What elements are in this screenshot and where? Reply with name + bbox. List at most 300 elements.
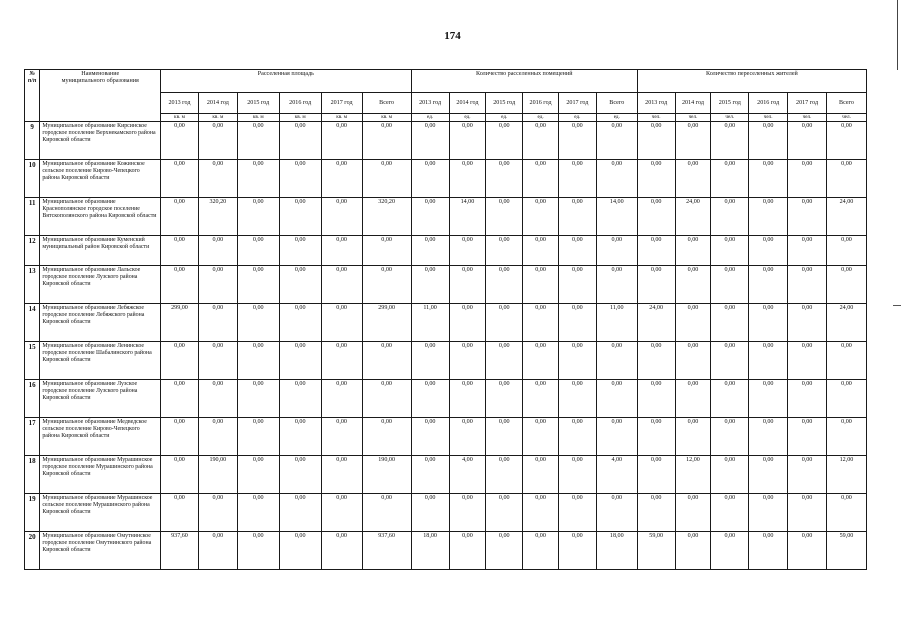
cell-rooms-4: 0,00 [558,122,596,160]
cell-area-2: 0,00 [237,418,279,456]
cell-rooms-4: 0,00 [558,494,596,532]
cell-rooms-5: 11,00 [596,304,637,342]
table-row [25,122,867,160]
page-number: 174 [444,30,461,42]
cell-people-4: 0,00 [788,198,827,236]
cell-people-0: 59,00 [637,532,675,570]
table-row [25,160,867,198]
row-number: 19 [25,494,40,532]
cell-area-4: 0,00 [321,418,362,456]
cell-rooms-4: 0,00 [558,304,596,342]
municipality-name: Муниципальное образование Мурашинское сельское поселение Мурашинского района Кировской области [40,494,161,532]
cell-people-0: 0,00 [637,456,675,494]
cell-area-3: 0,00 [279,494,321,532]
table-body [25,122,867,570]
header-unit-area-3: кв. м [279,114,321,122]
cell-area-2: 0,00 [237,122,279,160]
cell-people-2: 0,00 [711,342,749,380]
cell-area-4: 0,00 [321,532,362,570]
cell-area-5: 0,00 [362,342,411,380]
cell-people-5: 24,00 [826,198,866,236]
cell-rooms-1: 0,00 [449,342,486,380]
cell-people-2: 0,00 [711,494,749,532]
header-num [25,70,40,122]
header-year-people-1: 2014 год [675,93,711,114]
cell-rooms-4: 0,00 [558,198,596,236]
header-year-area-0: 2013 год [161,93,199,114]
cell-area-2: 0,00 [237,266,279,304]
row-number: 20 [25,532,40,570]
cell-rooms-0: 0,00 [411,236,449,266]
table-row [25,198,867,236]
cell-area-5: 0,00 [362,494,411,532]
cell-rooms-2: 0,00 [486,236,523,266]
cell-rooms-3: 0,00 [523,160,559,198]
cell-area-4: 0,00 [321,160,362,198]
resettlement-table [24,69,867,570]
cell-people-1: 0,00 [675,236,711,266]
cell-area-2: 0,00 [237,494,279,532]
cell-people-1: 0,00 [675,418,711,456]
cell-area-1: 0,00 [198,380,237,418]
cell-area-0: 0,00 [161,456,199,494]
cell-people-2: 0,00 [711,266,749,304]
cell-people-0: 0,00 [637,198,675,236]
cell-people-2: 0,00 [711,418,749,456]
cell-area-4: 0,00 [321,494,362,532]
table-row [25,456,867,494]
cell-people-0: 0,00 [637,418,675,456]
cell-area-2: 0,00 [237,160,279,198]
header-unit-rooms-3: ед. [523,114,559,122]
cell-area-1: 0,00 [198,122,237,160]
cell-people-4: 0,00 [788,160,827,198]
header-unit-area-5: кв. м [362,114,411,122]
header-year-people-4: 2017 год [788,93,827,114]
header-year-people-5: Всего [826,93,866,114]
cell-rooms-1: 0,00 [449,304,486,342]
municipality-name: Муниципальное образование Лальское городское поселение Лузского района Кировской области [40,266,161,304]
cell-area-5: 937,60 [362,532,411,570]
cell-area-0: 937,60 [161,532,199,570]
cell-rooms-2: 0,00 [486,494,523,532]
header-year-rooms-2: 2015 год [486,93,523,114]
cell-rooms-5: 14,00 [596,198,637,236]
cell-rooms-1: 0,00 [449,236,486,266]
table-row [25,236,867,266]
header-name [40,70,161,122]
cell-people-3: 0,00 [749,160,788,198]
cell-rooms-2: 0,00 [486,532,523,570]
header-unit-rooms-4: ед. [558,114,596,122]
cell-area-3: 0,00 [279,236,321,266]
cell-area-4: 0,00 [321,456,362,494]
cell-people-1: 12,00 [675,456,711,494]
cell-area-5: 0,00 [362,122,411,160]
cell-people-5: 0,00 [826,380,866,418]
margin-mark [893,305,901,306]
cell-people-4: 0,00 [788,266,827,304]
header-num-label: № п/п [27,71,37,84]
cell-area-1: 320,20 [198,198,237,236]
cell-people-4: 0,00 [788,304,827,342]
cell-people-3: 0,00 [749,418,788,456]
cell-rooms-3: 0,00 [523,122,559,160]
cell-people-0: 0,00 [637,380,675,418]
municipality-name: Муниципальное образование Лебяжское городское поселение Лебяжского района Кировской области [40,304,161,342]
cell-area-5: 0,00 [362,236,411,266]
cell-people-2: 0,00 [711,532,749,570]
cell-people-0: 0,00 [637,236,675,266]
cell-area-3: 0,00 [279,266,321,304]
cell-people-0: 24,00 [637,304,675,342]
cell-people-4: 0,00 [788,456,827,494]
header-year-rooms-3: 2016 год [523,93,559,114]
cell-area-4: 0,00 [321,342,362,380]
cell-people-3: 0,00 [749,494,788,532]
cell-people-3: 0,00 [749,342,788,380]
header-unit-area-0: кв. м [161,114,199,122]
cell-people-4: 0,00 [788,380,827,418]
cell-people-0: 0,00 [637,160,675,198]
cell-rooms-5: 4,00 [596,456,637,494]
cell-rooms-2: 0,00 [486,342,523,380]
cell-area-3: 0,00 [279,122,321,160]
cell-rooms-1: 0,00 [449,532,486,570]
header-year-area-4: 2017 год [321,93,362,114]
header-unit-rooms-1: ед. [449,114,486,122]
header-unit-people-1: чел. [675,114,711,122]
cell-rooms-0: 18,00 [411,532,449,570]
cell-rooms-2: 0,00 [486,380,523,418]
cell-people-3: 0,00 [749,456,788,494]
row-number: 17 [25,418,40,456]
cell-rooms-0: 11,00 [411,304,449,342]
cell-people-0: 0,00 [637,266,675,304]
header-unit-rooms-2: ед. [486,114,523,122]
cell-rooms-3: 0,00 [523,304,559,342]
header-unit-people-5: чел. [826,114,866,122]
cell-people-1: 24,00 [675,198,711,236]
cell-area-4: 0,00 [321,380,362,418]
cell-people-2: 0,00 [711,456,749,494]
cell-people-5: 24,00 [826,304,866,342]
cell-people-0: 0,00 [637,122,675,160]
cell-people-5: 0,00 [826,418,866,456]
cell-people-1: 0,00 [675,380,711,418]
header-year-rooms-5: Всего [596,93,637,114]
cell-area-0: 0,00 [161,160,199,198]
header-unit-people-2: чел. [711,114,749,122]
cell-area-1: 0,00 [198,532,237,570]
cell-rooms-4: 0,00 [558,266,596,304]
municipality-name: Муниципальное образование Куменский муниципальный район Кировской области [40,236,161,266]
cell-area-2: 0,00 [237,532,279,570]
cell-rooms-2: 0,00 [486,266,523,304]
cell-people-4: 0,00 [788,236,827,266]
cell-area-0: 0,00 [161,342,199,380]
cell-rooms-4: 0,00 [558,342,596,380]
table-row [25,418,867,456]
cell-area-4: 0,00 [321,266,362,304]
cell-rooms-3: 0,00 [523,236,559,266]
cell-area-5: 320,20 [362,198,411,236]
municipality-name: Муниципальное образование Кожинское сельское поселение Кирово-Чепецкого района Кировской области [40,160,161,198]
cell-people-5: 0,00 [826,122,866,160]
cell-people-2: 0,00 [711,380,749,418]
cell-area-0: 0,00 [161,198,199,236]
cell-people-4: 0,00 [788,122,827,160]
cell-area-2: 0,00 [237,304,279,342]
municipality-name: Муниципальное образование Мурашинское городское поселение Мурашинского района Кировской области [40,456,161,494]
cell-people-4: 0,00 [788,532,827,570]
cell-people-5: 0,00 [826,160,866,198]
cell-area-1: 0,00 [198,494,237,532]
row-number: 15 [25,342,40,380]
cell-rooms-1: 14,00 [449,198,486,236]
cell-area-1: 0,00 [198,342,237,380]
table-row [25,532,867,570]
cell-rooms-5: 0,00 [596,494,637,532]
cell-area-1: 0,00 [198,418,237,456]
municipality-name: Муниципальное образование Лузское городское поселение Лузского района Кировской области [40,380,161,418]
cell-rooms-3: 0,00 [523,198,559,236]
cell-rooms-2: 0,00 [486,122,523,160]
cell-rooms-3: 0,00 [523,418,559,456]
cell-rooms-2: 0,00 [486,456,523,494]
header-unit-rooms-0: ед. [411,114,449,122]
header-year-people-2: 2015 год [711,93,749,114]
cell-area-3: 0,00 [279,418,321,456]
cell-rooms-4: 0,00 [558,236,596,266]
header-year-rooms-1: 2014 год [449,93,486,114]
row-number: 12 [25,236,40,266]
row-number: 18 [25,456,40,494]
cell-area-4: 0,00 [321,304,362,342]
cell-people-2: 0,00 [711,160,749,198]
cell-people-3: 0,00 [749,122,788,160]
cell-rooms-4: 0,00 [558,532,596,570]
cell-people-1: 0,00 [675,160,711,198]
cell-people-3: 0,00 [749,380,788,418]
cell-rooms-3: 0,00 [523,342,559,380]
cell-area-0: 0,00 [161,494,199,532]
cell-people-0: 0,00 [637,494,675,532]
cell-area-1: 0,00 [198,236,237,266]
cell-area-0: 0,00 [161,122,199,160]
cell-rooms-1: 0,00 [449,122,486,160]
cell-area-1: 0,00 [198,304,237,342]
cell-area-1: 190,00 [198,456,237,494]
cell-area-4: 0,00 [321,122,362,160]
row-number: 10 [25,160,40,198]
cell-rooms-0: 0,00 [411,456,449,494]
header-unit-people-3: чел. [749,114,788,122]
cell-rooms-2: 0,00 [486,418,523,456]
cell-rooms-0: 0,00 [411,266,449,304]
cell-area-2: 0,00 [237,342,279,380]
municipality-name: Муниципальное образование Омутнинское городское поселение Омутнинского района Кировской области [40,532,161,570]
cell-rooms-0: 0,00 [411,494,449,532]
cell-rooms-0: 0,00 [411,198,449,236]
header-year-rooms-0: 2013 год [411,93,449,114]
cell-area-1: 0,00 [198,266,237,304]
header-unit-area-1: кв. м [198,114,237,122]
cell-people-4: 0,00 [788,418,827,456]
cell-rooms-1: 0,00 [449,418,486,456]
cell-rooms-3: 0,00 [523,266,559,304]
row-number: 16 [25,380,40,418]
cell-area-2: 0,00 [237,456,279,494]
cell-rooms-5: 0,00 [596,122,637,160]
cell-rooms-0: 0,00 [411,122,449,160]
row-number: 13 [25,266,40,304]
cell-area-5: 0,00 [362,160,411,198]
cell-rooms-4: 0,00 [558,418,596,456]
resettlement-table-container [24,69,867,570]
cell-people-5: 0,00 [826,494,866,532]
header-year-area-5: Всего [362,93,411,114]
cell-people-4: 0,00 [788,494,827,532]
municipality-name: Муниципальное образование Медведское сельское поселение Кирово-Чепецкого района Кировской области [40,418,161,456]
cell-people-1: 0,00 [675,342,711,380]
cell-area-3: 0,00 [279,456,321,494]
cell-people-5: 0,00 [826,342,866,380]
cell-people-2: 0,00 [711,304,749,342]
header-year-people-0: 2013 год [637,93,675,114]
table-header [25,70,867,122]
cell-area-2: 0,00 [237,236,279,266]
cell-rooms-4: 0,00 [558,380,596,418]
cell-area-3: 0,00 [279,342,321,380]
cell-rooms-1: 0,00 [449,494,486,532]
cell-area-2: 0,00 [237,380,279,418]
table-row [25,304,867,342]
table-row [25,494,867,532]
cell-area-4: 0,00 [321,198,362,236]
cell-rooms-3: 0,00 [523,494,559,532]
cell-area-5: 0,00 [362,266,411,304]
cell-people-1: 0,00 [675,532,711,570]
cell-rooms-1: 4,00 [449,456,486,494]
row-number: 9 [25,122,40,160]
cell-area-0: 0,00 [161,266,199,304]
table-row [25,380,867,418]
cell-area-3: 0,00 [279,380,321,418]
cell-people-5: 0,00 [826,266,866,304]
cell-area-5: 0,00 [362,418,411,456]
header-name-label: Наименование муниципального образования [61,71,139,84]
cell-people-0: 0,00 [637,342,675,380]
header-unit-area-2: кв. м [237,114,279,122]
header-year-area-3: 2016 год [279,93,321,114]
cell-rooms-4: 0,00 [558,160,596,198]
cell-rooms-2: 0,00 [486,160,523,198]
header-year-area-1: 2014 год [198,93,237,114]
cell-rooms-0: 0,00 [411,418,449,456]
cell-rooms-0: 0,00 [411,380,449,418]
cell-people-3: 0,00 [749,304,788,342]
municipality-name: Муниципальное образование Кирсинское городское поселение Верхнекамского района Кировской области [40,122,161,160]
cell-area-3: 0,00 [279,160,321,198]
header-unit-rooms-5: ед. [596,114,637,122]
cell-people-1: 0,00 [675,304,711,342]
cell-area-3: 0,00 [279,532,321,570]
cell-area-5: 299,00 [362,304,411,342]
cell-people-2: 0,00 [711,198,749,236]
table-row [25,266,867,304]
cell-area-0: 0,00 [161,418,199,456]
cell-people-1: 0,00 [675,494,711,532]
cell-area-0: 0,00 [161,380,199,418]
cell-people-3: 0,00 [749,266,788,304]
cell-rooms-4: 0,00 [558,456,596,494]
header-year-rooms-4: 2017 год [558,93,596,114]
cell-area-2: 0,00 [237,198,279,236]
cell-rooms-3: 0,00 [523,532,559,570]
municipality-name: Муниципальное образование Краснополянское городское поселение Вятскополянского района Кировской области [40,198,161,236]
cell-rooms-5: 0,00 [596,342,637,380]
cell-rooms-5: 18,00 [596,532,637,570]
cell-rooms-5: 0,00 [596,266,637,304]
cell-rooms-3: 0,00 [523,380,559,418]
header-unit-people-4: чел. [788,114,827,122]
header-unit-area-4: кв. м [321,114,362,122]
cell-people-2: 0,00 [711,236,749,266]
cell-people-5: 12,00 [826,456,866,494]
cell-rooms-0: 0,00 [411,160,449,198]
cell-rooms-5: 0,00 [596,236,637,266]
cell-people-5: 59,00 [826,532,866,570]
cell-rooms-1: 0,00 [449,160,486,198]
cell-area-1: 0,00 [198,160,237,198]
cell-people-1: 0,00 [675,266,711,304]
cell-people-2: 0,00 [711,122,749,160]
cell-rooms-1: 0,00 [449,266,486,304]
cell-area-5: 190,00 [362,456,411,494]
cell-people-3: 0,00 [749,198,788,236]
header-year-area-2: 2015 год [237,93,279,114]
cell-rooms-2: 0,00 [486,198,523,236]
cell-rooms-5: 0,00 [596,380,637,418]
header-group-rooms: Количество расселенных помещений [411,70,637,93]
cell-area-0: 299,00 [161,304,199,342]
cell-people-5: 0,00 [826,236,866,266]
header-unit-people-0: чел. [637,114,675,122]
cell-area-4: 0,00 [321,236,362,266]
table-row [25,342,867,380]
cell-rooms-2: 0,00 [486,304,523,342]
row-number: 11 [25,198,40,236]
cell-area-0: 0,00 [161,236,199,266]
cell-rooms-0: 0,00 [411,342,449,380]
cell-people-4: 0,00 [788,342,827,380]
cell-people-3: 0,00 [749,236,788,266]
cell-rooms-3: 0,00 [523,456,559,494]
header-group-area: Расселенная площадь [161,70,412,93]
cell-area-5: 0,00 [362,380,411,418]
cell-rooms-1: 0,00 [449,380,486,418]
cell-people-3: 0,00 [749,532,788,570]
cell-area-3: 0,00 [279,304,321,342]
cell-people-1: 0,00 [675,122,711,160]
header-group-people: Количество переселенных жителей [637,70,866,93]
header-year-people-3: 2016 год [749,93,788,114]
row-number: 14 [25,304,40,342]
cell-rooms-5: 0,00 [596,160,637,198]
cell-rooms-5: 0,00 [596,418,637,456]
cell-area-3: 0,00 [279,198,321,236]
